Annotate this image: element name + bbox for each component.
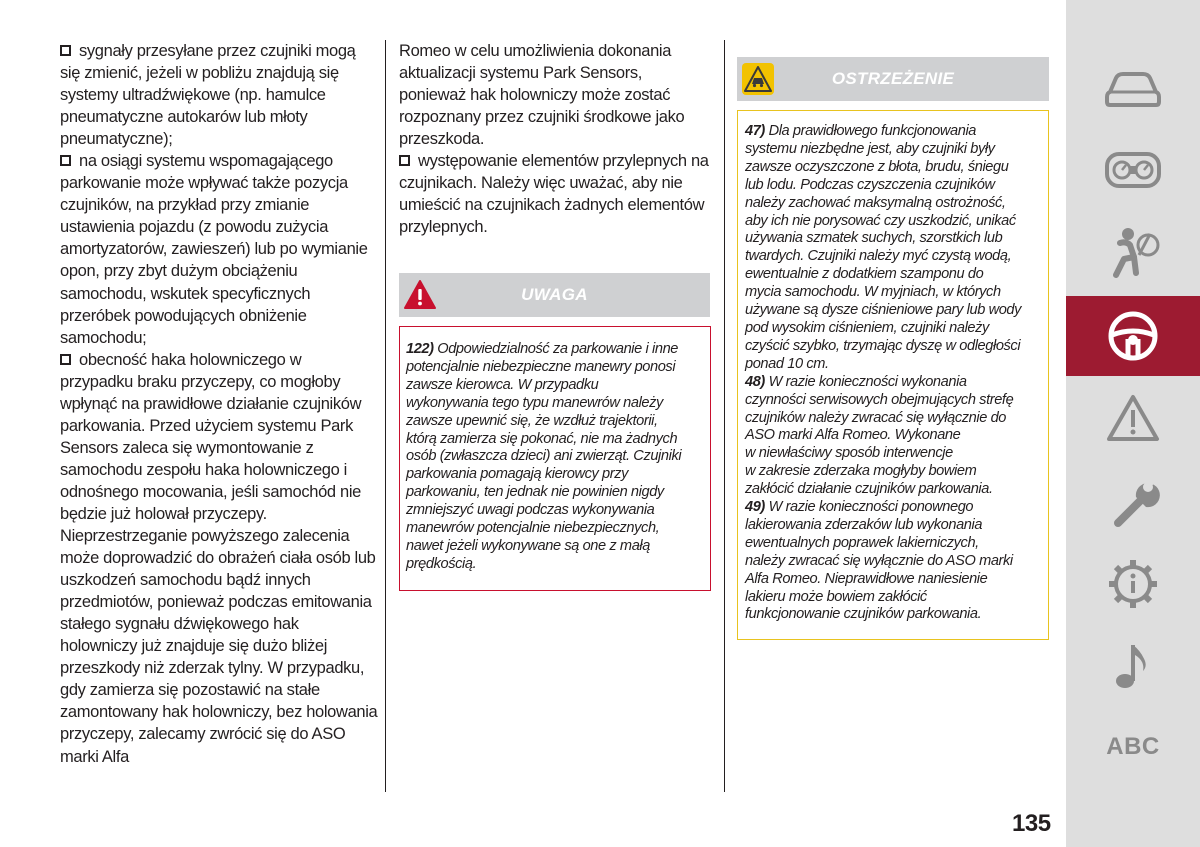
- ostrzezenie-note-box: [737, 110, 1049, 640]
- sidebar-item-warning[interactable]: [1066, 378, 1200, 458]
- ostrzezenie-note-49: [745, 499, 1044, 624]
- dashboard-icon: [1104, 150, 1162, 190]
- sidebar-item-airbag[interactable]: [1066, 212, 1200, 292]
- bullet-paragraph-4: występowanie elementów przylepnych na czujnikach. Należy więc uważać, aby nie umieścić na czujnikach żadnych elementów przylepnych.: [399, 152, 709, 237]
- column-left: [60, 40, 378, 768]
- note-number: 47): [745, 123, 765, 139]
- checkbox-bullet-icon: [60, 354, 71, 365]
- ostrzezenie-banner: [737, 57, 1049, 101]
- checkbox-bullet-icon: [60, 45, 71, 56]
- bullet-paragraph-2: na osiągi systemu wspomagającego parkowanie może wpływać także pozycja czujników, na przykład przy zmianie ustawienia pojazdu (z powodu zużycia amortyzatorów, zawieszeń) lub po wymianie opon, przy zbyt dużym obciążeniu samochodu, wskutek specyficznych przeróbek powodujących obniżenie samochodu;: [60, 152, 368, 347]
- continuation-paragraph: Romeo w celu umożliwienia dokonania aktualizacji systemu Park Sensors, ponieważ hak holowniczy może zostać rozpoznany przez czujniki środkowe jako przeszkoda.: [399, 42, 685, 149]
- checkbox-bullet-icon: [399, 155, 410, 166]
- uwaga-note-box: [399, 326, 711, 591]
- ostrzezenie-note-48: [745, 374, 1044, 499]
- note-text: Dla prawidłowego funkcjonowania systemu niezbędne jest, aby czujniki były zawsze oczyszczone z błota, brudu, śniegu lub lodu. Podczas czyszczenia czujników należy zachować maksymalną ostrożność, aby ich nie porysować czy uszkodzić, unikać używania szmatek suchych, szorstkich lub twardych. Czujniki należy myć czystą wodą, ewentualnie z dodatkiem szamponu do mycia samochodu. W myjniach, w których używane są dysze ciśnieniowe pary lub wody pod wysokim ciśnieniem, czujniki należy czyścić szybko, trzymając dyszę w odległości ponad 10 cm.: [745, 123, 1022, 372]
- uwaga-note: [406, 341, 705, 574]
- note-number: 122): [406, 341, 434, 357]
- car-icon: [1104, 68, 1162, 108]
- bullet-paragraph-1: sygnały przesyłane przez czujniki mogą się zmienić, jeżeli w pobliżu znajdują się systemy ultradźwiękowe (np. hamulce pneumatyczne autokarów lub młoty pneumatyczne);: [60, 42, 356, 149]
- note-text: Odpowiedzialność za parkowanie i inne potencjalnie niebezpieczne manewry ponosi zawsze kierowca. W przypadku wykonywania tego typu manewrów należy zawsze upewnić się, że wzdłuż trajektorii, którą zamierza się pokonać, nie ma żadnych osób (zwłaszcza dzieci) ani zwierząt. Czujniki parkowania pomagają kierowcy przy parkowaniu, ten jednak nie powinien nigdy zmniejszyć uwagi podczas wykonywania manewrów potencjalnie niebezpiecznych, nawet jeżeli wykonywane są one z małą prędkością.: [406, 341, 682, 572]
- sidebar-item-multimedia[interactable]: [1066, 626, 1200, 706]
- column-divider: [385, 40, 386, 792]
- page-number: 135: [1012, 810, 1051, 837]
- sidebar-item-index[interactable]: [1066, 707, 1200, 787]
- uwaga-banner: [399, 273, 710, 317]
- uwaga-title: UWAGA: [521, 285, 588, 304]
- sidebar-item-dashboard[interactable]: [1066, 130, 1200, 210]
- column-divider: [724, 40, 725, 792]
- note-number: 48): [745, 373, 765, 390]
- info-gear-icon: [1106, 557, 1160, 611]
- chapter-sidebar: [1066, 0, 1200, 847]
- sidebar-item-maintenance[interactable]: [1066, 462, 1200, 542]
- bullet-paragraph-3: obecność haka holowniczego w przypadku braku przyczepy, co mogłoby wpłynąć na prawidłowe działanie czujników parkowania. Przed użyciem systemu Park Sensors zaleca się wymontowanie z samochodu zespołu haka holowniczego i odnośnego mocowania, jeśli samochód nie będzie już holował przyczepy. Nieprzestrzeganie powyższego zalecenia może doprowadzić do obrażeń ciała osób lub uszkodzeń samochodu bądź innych przedmiotów, ponieważ podczas emitowania stałego sygnału dźwiękowego hak holowniczy już znajduje się dużo bliżej przeszkody niż zderzak tylny. W przypadku, gdy zamierza się pozostawić na stałe zamontowany hak holowniczy, bez holowania przyczepy, zalecamy zwrócić się do ASO marki Alfa: [60, 350, 378, 766]
- note-number: 49): [745, 499, 765, 516]
- sidebar-item-steering-wheel[interactable]: [1066, 296, 1200, 376]
- column-middle: [399, 40, 711, 238]
- ostrzezenie-title: OSTRZEŻENIE: [831, 69, 955, 88]
- note-text: W razie konieczności ponownego lakierowania zderzaków lub wykonania ewentualnych poprawek lakierniczych, należy zwracać się wyłącznie do ASO marki Alfa Romeo. Nieprawidłowe naniesienie lakieru może bowiem zakłócić funkcjonowanie czujników parkowania.: [745, 499, 1013, 623]
- steering-wheel-icon: [1106, 309, 1160, 363]
- warning-triangle-icon: [1106, 393, 1160, 443]
- sidebar-item-car[interactable]: [1066, 48, 1200, 128]
- airbag-icon: [1106, 225, 1160, 279]
- abc-label: ABC: [1106, 733, 1160, 760]
- sidebar-item-technical-data[interactable]: [1066, 544, 1200, 624]
- note-text: W razie konieczności wykonania czynności serwisowych obejmujących strefę czujników należy zwracać się wyłącznie do ASO marki Alfa Romeo. Wykonane w niewłaściwy sposób interwencje w zakresie zderzaka mogłyby bowiem zakłócić działanie czujników parkowania.: [745, 373, 1014, 498]
- ostrzezenie-note-47: [745, 123, 1044, 374]
- wrench-icon: [1106, 475, 1160, 529]
- checkbox-bullet-icon: [60, 155, 71, 166]
- music-note-icon: [1111, 639, 1155, 693]
